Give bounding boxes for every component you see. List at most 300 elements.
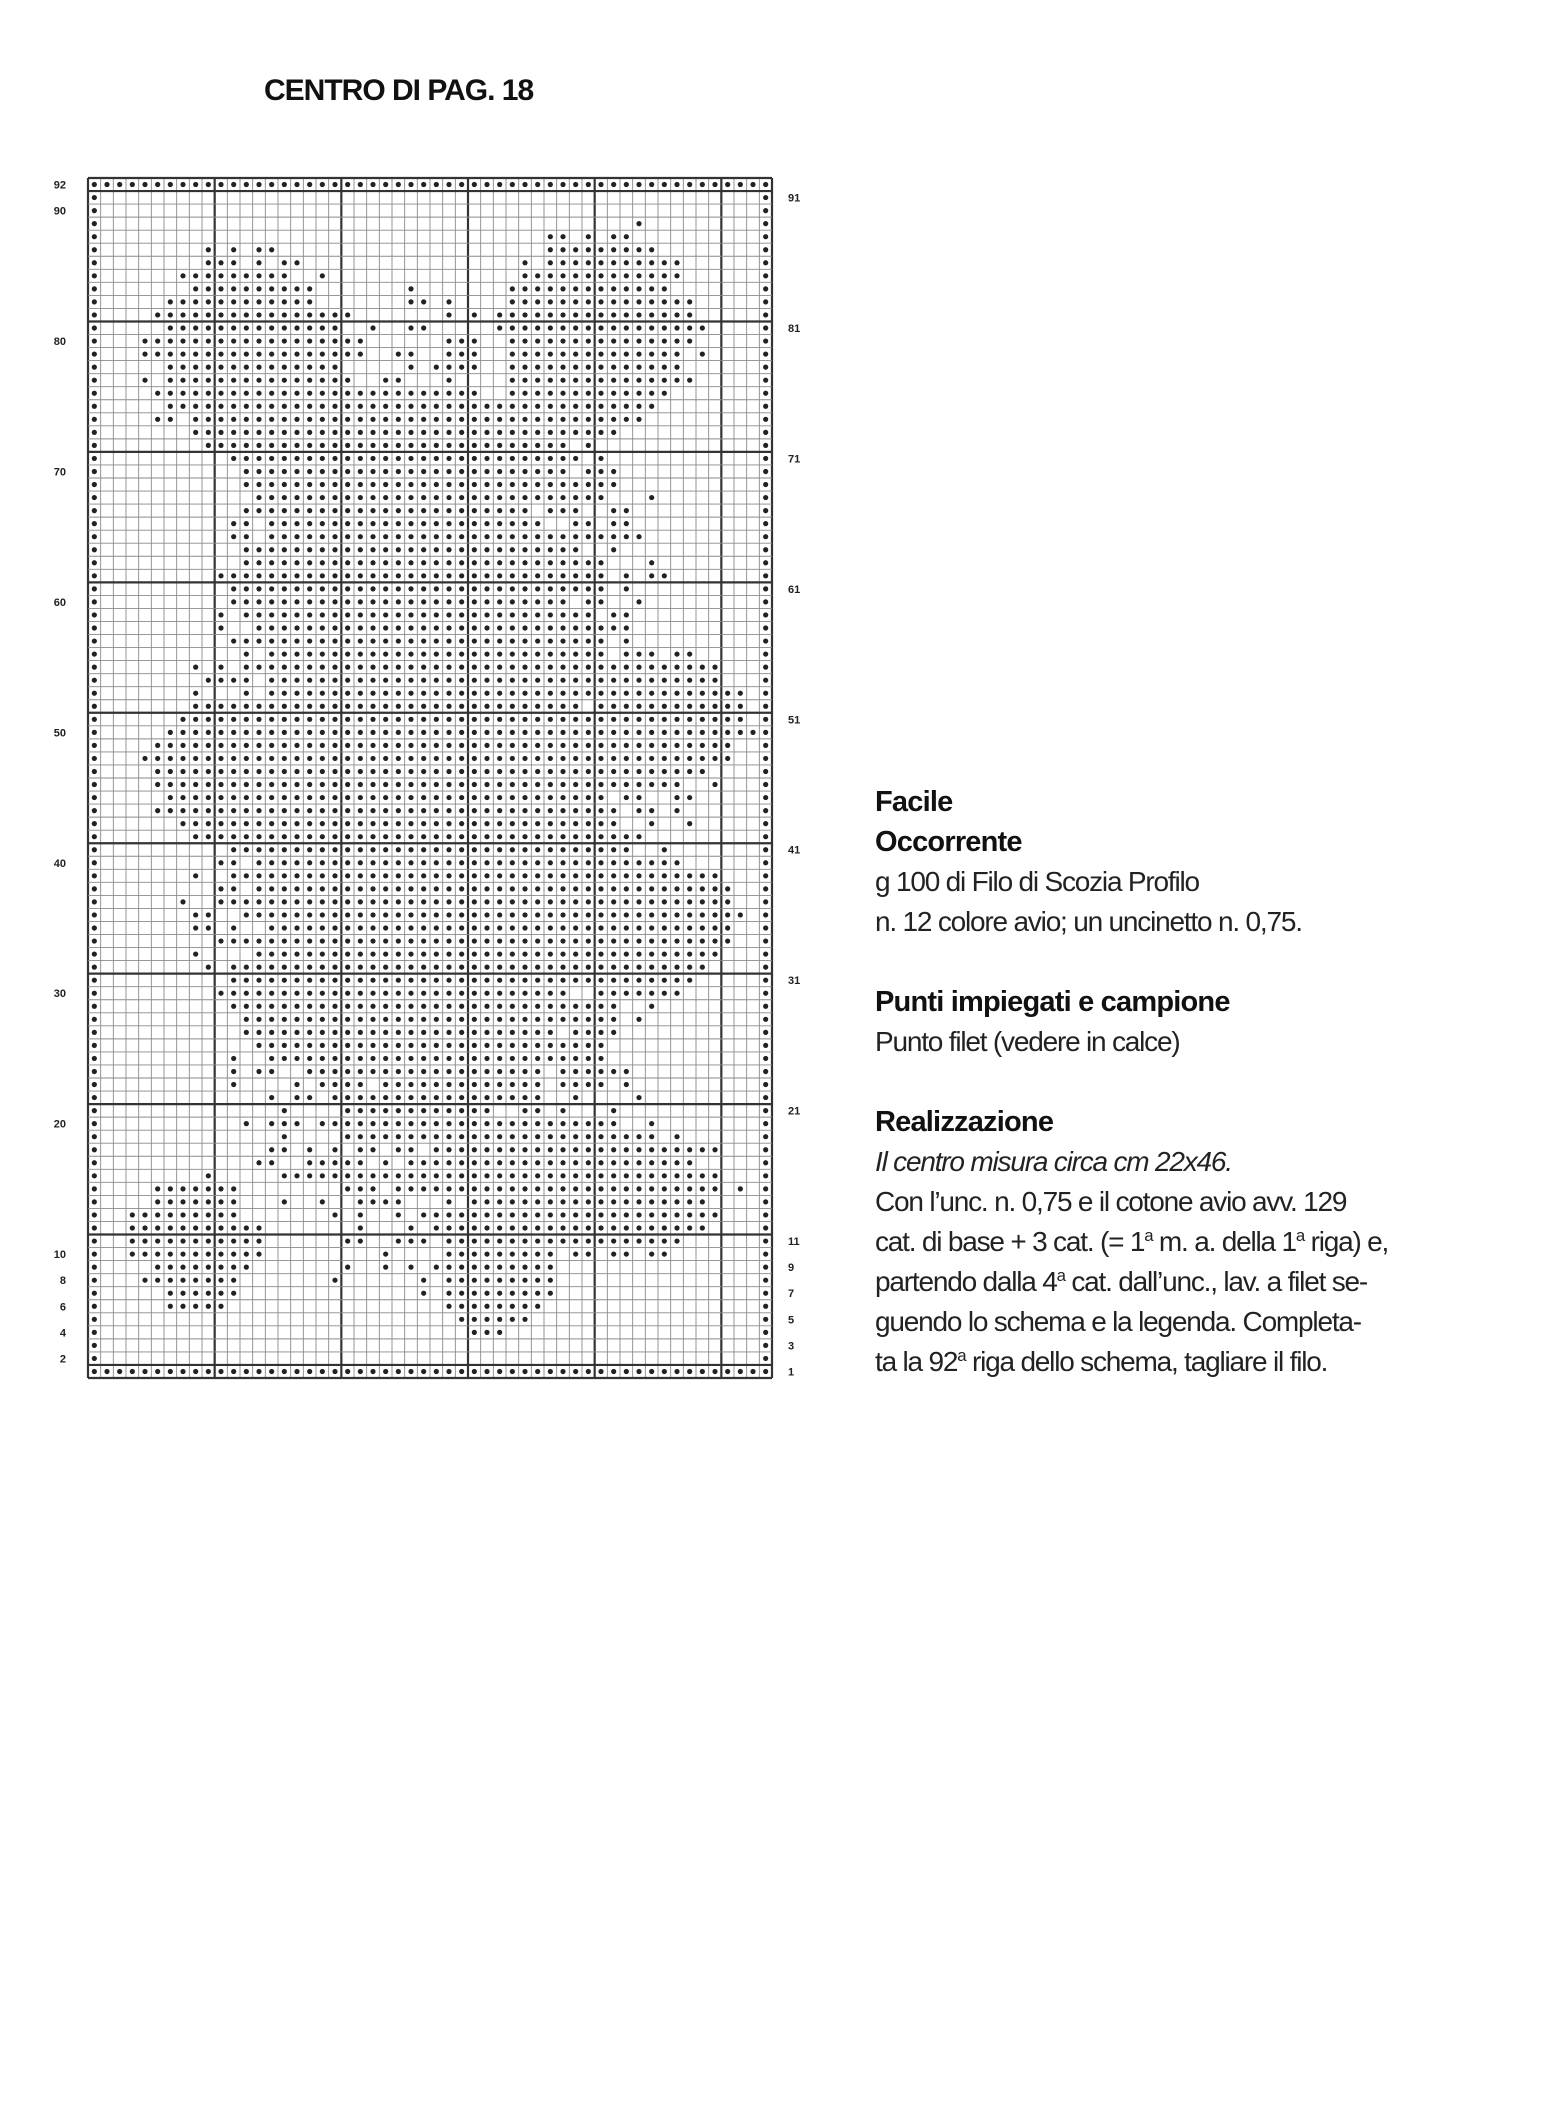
- filled-cell: [320, 1173, 325, 1178]
- filled-cell: [459, 860, 464, 865]
- row-number-label: 91: [788, 192, 801, 205]
- filled-cell: [383, 1082, 388, 1087]
- filled-cell: [472, 1082, 477, 1087]
- filled-cell: [649, 260, 654, 265]
- filled-cell: [434, 404, 439, 409]
- filled-cell: [636, 991, 641, 996]
- filled-cell: [320, 769, 325, 774]
- filled-cell: [522, 1043, 527, 1048]
- filled-cell: [522, 860, 527, 865]
- filled-cell: [573, 769, 578, 774]
- filled-cell: [231, 886, 236, 891]
- filled-cell: [320, 338, 325, 343]
- filled-cell: [396, 1212, 401, 1217]
- filled-cell: [510, 1173, 515, 1178]
- filled-cell: [282, 299, 287, 304]
- filled-cell: [522, 586, 527, 591]
- filled-cell: [446, 573, 451, 578]
- filled-cell: [472, 430, 477, 435]
- filled-cell: [180, 756, 185, 761]
- filled-cell: [497, 951, 502, 956]
- filled-cell: [624, 769, 629, 774]
- filled-cell: [725, 756, 730, 761]
- filled-cell: [573, 951, 578, 956]
- filled-cell: [421, 1017, 426, 1022]
- filled-cell: [472, 651, 477, 656]
- filled-cell: [231, 808, 236, 813]
- filled-cell: [345, 586, 350, 591]
- filled-cell: [383, 1265, 388, 1270]
- filled-cell: [307, 638, 312, 643]
- filled-cell: [92, 991, 97, 996]
- filled-cell: [383, 938, 388, 943]
- filled-cell: [446, 404, 451, 409]
- filled-cell: [624, 795, 629, 800]
- filled-cell: [510, 286, 515, 291]
- filled-cell: [750, 730, 755, 735]
- filled-cell: [586, 351, 591, 356]
- filled-cell: [282, 378, 287, 383]
- filled-cell: [256, 704, 261, 709]
- filled-cell: [231, 286, 236, 291]
- filled-cell: [92, 1134, 97, 1139]
- filled-cell: [598, 1147, 603, 1152]
- filled-cell: [611, 730, 616, 735]
- filled-cell: [408, 808, 413, 813]
- filled-cell: [370, 769, 375, 774]
- filled-cell: [573, 938, 578, 943]
- filled-cell: [383, 1121, 388, 1126]
- filled-cell: [548, 182, 553, 187]
- filled-cell: [522, 599, 527, 604]
- filled-cell: [345, 912, 350, 917]
- filled-cell: [484, 1251, 489, 1256]
- filled-cell: [370, 417, 375, 422]
- filled-cell: [624, 351, 629, 356]
- filled-cell: [244, 938, 249, 943]
- filled-cell: [497, 1251, 502, 1256]
- filled-cell: [282, 1134, 287, 1139]
- filled-cell: [763, 469, 768, 474]
- filled-cell: [269, 704, 274, 709]
- filled-cell: [611, 378, 616, 383]
- filled-cell: [294, 965, 299, 970]
- filled-cell: [434, 1069, 439, 1074]
- filled-cell: [662, 991, 667, 996]
- filled-cell: [180, 769, 185, 774]
- filled-cell: [218, 886, 223, 891]
- filled-cell: [611, 678, 616, 683]
- filled-cell: [472, 1186, 477, 1191]
- filled-cell: [522, 638, 527, 643]
- filled-cell: [598, 978, 603, 983]
- filled-cell: [218, 430, 223, 435]
- filled-cell: [345, 782, 350, 787]
- filled-cell: [586, 312, 591, 317]
- filled-cell: [218, 1186, 223, 1191]
- filled-cell: [548, 730, 553, 735]
- filled-cell: [649, 1160, 654, 1165]
- filled-cell: [560, 182, 565, 187]
- filled-cell: [687, 769, 692, 774]
- filled-cell: [624, 638, 629, 643]
- filled-cell: [396, 912, 401, 917]
- filled-cell: [294, 560, 299, 565]
- filled-cell: [383, 1069, 388, 1074]
- filled-cell: [636, 404, 641, 409]
- filled-cell: [560, 1056, 565, 1061]
- filled-cell: [383, 378, 388, 383]
- filled-cell: [472, 1199, 477, 1204]
- filled-cell: [497, 1147, 502, 1152]
- filled-cell: [459, 1017, 464, 1022]
- filled-cell: [738, 704, 743, 709]
- filled-cell: [662, 678, 667, 683]
- filled-cell: [206, 430, 211, 435]
- filled-cell: [294, 182, 299, 187]
- filled-cell: [472, 899, 477, 904]
- filled-cell: [484, 1160, 489, 1165]
- filled-cell: [244, 599, 249, 604]
- filled-cell: [535, 925, 540, 930]
- filled-cell: [446, 1147, 451, 1152]
- filled-cell: [434, 1369, 439, 1374]
- filled-cell: [294, 821, 299, 826]
- filled-cell: [459, 704, 464, 709]
- filled-cell: [674, 678, 679, 683]
- filled-cell: [636, 965, 641, 970]
- filled-cell: [358, 743, 363, 748]
- filled-cell: [434, 469, 439, 474]
- filled-cell: [636, 365, 641, 370]
- filled-cell: [244, 743, 249, 748]
- filled-cell: [358, 1082, 363, 1087]
- filled-cell: [231, 847, 236, 852]
- filled-cell: [294, 978, 299, 983]
- filled-cell: [320, 273, 325, 278]
- filled-cell: [497, 1056, 502, 1061]
- filled-cell: [472, 1278, 477, 1283]
- filled-cell: [345, 769, 350, 774]
- filled-cell: [560, 730, 565, 735]
- filled-cell: [573, 338, 578, 343]
- filled-cell: [92, 756, 97, 761]
- filled-cell: [611, 417, 616, 422]
- filled-cell: [674, 665, 679, 670]
- filled-cell: [700, 678, 705, 683]
- filled-cell: [218, 1225, 223, 1230]
- filled-cell: [484, 743, 489, 748]
- filled-cell: [459, 599, 464, 604]
- filled-cell: [92, 821, 97, 826]
- filled-cell: [421, 1278, 426, 1283]
- filled-cell: [332, 1043, 337, 1048]
- filled-cell: [560, 821, 565, 826]
- filled-cell: [206, 769, 211, 774]
- filled-cell: [92, 769, 97, 774]
- filled-cell: [522, 573, 527, 578]
- filled-cell: [92, 195, 97, 200]
- filled-cell: [92, 378, 97, 383]
- filled-cell: [383, 534, 388, 539]
- filled-cell: [636, 273, 641, 278]
- filled-cell: [269, 625, 274, 630]
- filled-cell: [636, 743, 641, 748]
- filled-cell: [446, 951, 451, 956]
- filled-cell: [446, 534, 451, 539]
- filled-cell: [358, 951, 363, 956]
- filled-cell: [180, 312, 185, 317]
- filled-cell: [434, 391, 439, 396]
- filled-cell: [130, 1212, 135, 1217]
- filled-cell: [510, 1030, 515, 1035]
- filled-cell: [484, 612, 489, 617]
- filled-cell: [548, 925, 553, 930]
- filled-cell: [446, 1069, 451, 1074]
- filled-cell: [560, 651, 565, 656]
- filled-cell: [535, 1017, 540, 1022]
- filled-cell: [244, 182, 249, 187]
- filled-cell: [307, 860, 312, 865]
- filled-cell: [307, 417, 312, 422]
- filled-cell: [522, 1030, 527, 1035]
- filled-cell: [510, 1069, 515, 1074]
- filled-cell: [256, 1225, 261, 1230]
- filled-cell: [497, 678, 502, 683]
- filled-cell: [206, 1173, 211, 1178]
- filled-cell: [256, 469, 261, 474]
- filled-cell: [535, 351, 540, 356]
- filled-cell: [611, 1160, 616, 1165]
- filled-cell: [92, 247, 97, 252]
- filled-cell: [598, 938, 603, 943]
- filled-cell: [497, 912, 502, 917]
- filled-cell: [282, 1369, 287, 1374]
- filled-cell: [92, 534, 97, 539]
- filled-cell: [358, 873, 363, 878]
- filled-cell: [193, 873, 198, 878]
- filled-cell: [269, 495, 274, 500]
- filled-cell: [510, 1317, 515, 1322]
- filled-cell: [269, 847, 274, 852]
- filled-cell: [649, 912, 654, 917]
- filled-cell: [535, 769, 540, 774]
- filled-cell: [383, 1095, 388, 1100]
- filled-cell: [611, 912, 616, 917]
- filled-cell: [218, 404, 223, 409]
- filled-cell: [535, 1108, 540, 1113]
- filled-cell: [320, 1030, 325, 1035]
- row-number-label: 30: [53, 988, 66, 1001]
- filled-cell: [307, 730, 312, 735]
- filled-cell: [244, 704, 249, 709]
- filled-cell: [396, 1108, 401, 1113]
- filled-cell: [535, 1121, 540, 1126]
- filled-cell: [472, 886, 477, 891]
- filled-cell: [763, 1043, 768, 1048]
- filled-cell: [586, 1030, 591, 1035]
- filled-cell: [370, 782, 375, 787]
- filled-cell: [535, 834, 540, 839]
- filled-cell: [155, 312, 160, 317]
- filled-cell: [700, 886, 705, 891]
- filled-cell: [155, 1278, 160, 1283]
- filled-cell: [446, 469, 451, 474]
- filled-cell: [320, 586, 325, 591]
- filled-cell: [256, 312, 261, 317]
- filled-cell: [586, 1225, 591, 1230]
- filled-cell: [535, 182, 540, 187]
- filled-cell: [586, 299, 591, 304]
- filled-cell: [611, 860, 616, 865]
- filled-cell: [763, 808, 768, 813]
- filled-cell: [358, 469, 363, 474]
- filled-cell: [459, 625, 464, 630]
- filled-cell: [535, 860, 540, 865]
- filled-cell: [294, 586, 299, 591]
- filled-cell: [763, 1030, 768, 1035]
- filled-cell: [598, 1238, 603, 1243]
- filled-cell: [358, 847, 363, 852]
- filled-cell: [649, 978, 654, 983]
- filled-cell: [434, 1173, 439, 1178]
- filled-cell: [712, 951, 717, 956]
- filled-cell: [586, 678, 591, 683]
- filled-cell: [484, 182, 489, 187]
- filled-cell: [434, 782, 439, 787]
- filled-cell: [383, 821, 388, 826]
- filled-cell: [396, 182, 401, 187]
- filled-cell: [636, 260, 641, 265]
- filled-cell: [674, 730, 679, 735]
- filled-cell: [421, 1056, 426, 1061]
- filled-cell: [383, 1173, 388, 1178]
- filled-cell: [560, 1173, 565, 1178]
- filled-cell: [358, 1004, 363, 1009]
- filled-cell: [535, 1278, 540, 1283]
- filled-cell: [611, 834, 616, 839]
- filled-cell: [218, 678, 223, 683]
- filled-cell: [396, 1082, 401, 1087]
- filled-cell: [244, 847, 249, 852]
- filled-cell: [560, 1004, 565, 1009]
- filled-cell: [472, 1121, 477, 1126]
- filled-cell: [358, 808, 363, 813]
- filled-cell: [307, 938, 312, 943]
- filled-cell: [193, 312, 198, 317]
- filled-cell: [548, 1160, 553, 1165]
- filled-cell: [193, 1304, 198, 1309]
- filled-cell: [282, 338, 287, 343]
- filled-cell: [358, 1134, 363, 1139]
- filled-cell: [636, 665, 641, 670]
- filled-cell: [92, 456, 97, 461]
- filled-cell: [586, 925, 591, 930]
- filled-cell: [636, 325, 641, 330]
- filled-cell: [345, 834, 350, 839]
- row-number-label: 7: [788, 1288, 795, 1301]
- filled-cell: [548, 247, 553, 252]
- filled-cell: [700, 730, 705, 735]
- filled-cell: [282, 599, 287, 604]
- filled-cell: [573, 1121, 578, 1126]
- filled-cell: [560, 769, 565, 774]
- filled-cell: [434, 756, 439, 761]
- filled-cell: [282, 404, 287, 409]
- filled-cell: [396, 665, 401, 670]
- filled-cell: [598, 1069, 603, 1074]
- filled-cell: [332, 1278, 337, 1283]
- filled-cell: [421, 1004, 426, 1009]
- filled-cell: [535, 443, 540, 448]
- filled-cell: [522, 965, 527, 970]
- filled-cell: [396, 795, 401, 800]
- filled-cell: [92, 1343, 97, 1348]
- filled-cell: [446, 860, 451, 865]
- filled-cell: [624, 182, 629, 187]
- filled-cell: [763, 665, 768, 670]
- filled-cell: [560, 1369, 565, 1374]
- filled-cell: [611, 482, 616, 487]
- filled-cell: [421, 925, 426, 930]
- filled-cell: [522, 1212, 527, 1217]
- filled-cell: [434, 730, 439, 735]
- filled-cell: [510, 182, 515, 187]
- row-number-label: 4: [59, 1327, 66, 1340]
- filled-cell: [573, 378, 578, 383]
- filled-cell: [560, 665, 565, 670]
- filled-cell: [446, 338, 451, 343]
- filled-cell: [269, 873, 274, 878]
- filled-cell: [611, 273, 616, 278]
- filled-cell: [598, 756, 603, 761]
- filled-cell: [484, 860, 489, 865]
- filled-cell: [548, 899, 553, 904]
- filled-cell: [307, 391, 312, 396]
- filled-cell: [687, 1160, 692, 1165]
- filled-cell: [92, 912, 97, 917]
- filled-cell: [180, 404, 185, 409]
- filled-cell: [282, 991, 287, 996]
- filled-cell: [244, 391, 249, 396]
- filled-cell: [358, 769, 363, 774]
- filled-cell: [586, 365, 591, 370]
- filled-cell: [560, 482, 565, 487]
- filled-cell: [408, 638, 413, 643]
- filled-cell: [408, 560, 413, 565]
- filled-cell: [712, 938, 717, 943]
- filled-cell: [332, 1069, 337, 1074]
- filled-cell: [484, 469, 489, 474]
- filled-cell: [92, 1369, 97, 1374]
- filled-cell: [763, 691, 768, 696]
- filled-cell: [231, 938, 236, 943]
- filled-cell: [434, 1121, 439, 1126]
- filled-cell: [510, 743, 515, 748]
- filled-cell: [231, 678, 236, 683]
- filled-cell: [206, 925, 211, 930]
- filled-cell: [218, 938, 223, 943]
- filled-cell: [535, 404, 540, 409]
- filled-cell: [560, 873, 565, 878]
- filled-cell: [231, 273, 236, 278]
- filled-cell: [446, 1291, 451, 1296]
- filled-cell: [662, 717, 667, 722]
- filled-cell: [586, 938, 591, 943]
- filled-cell: [624, 938, 629, 943]
- filled-cell: [662, 299, 667, 304]
- filled-cell: [712, 1212, 717, 1217]
